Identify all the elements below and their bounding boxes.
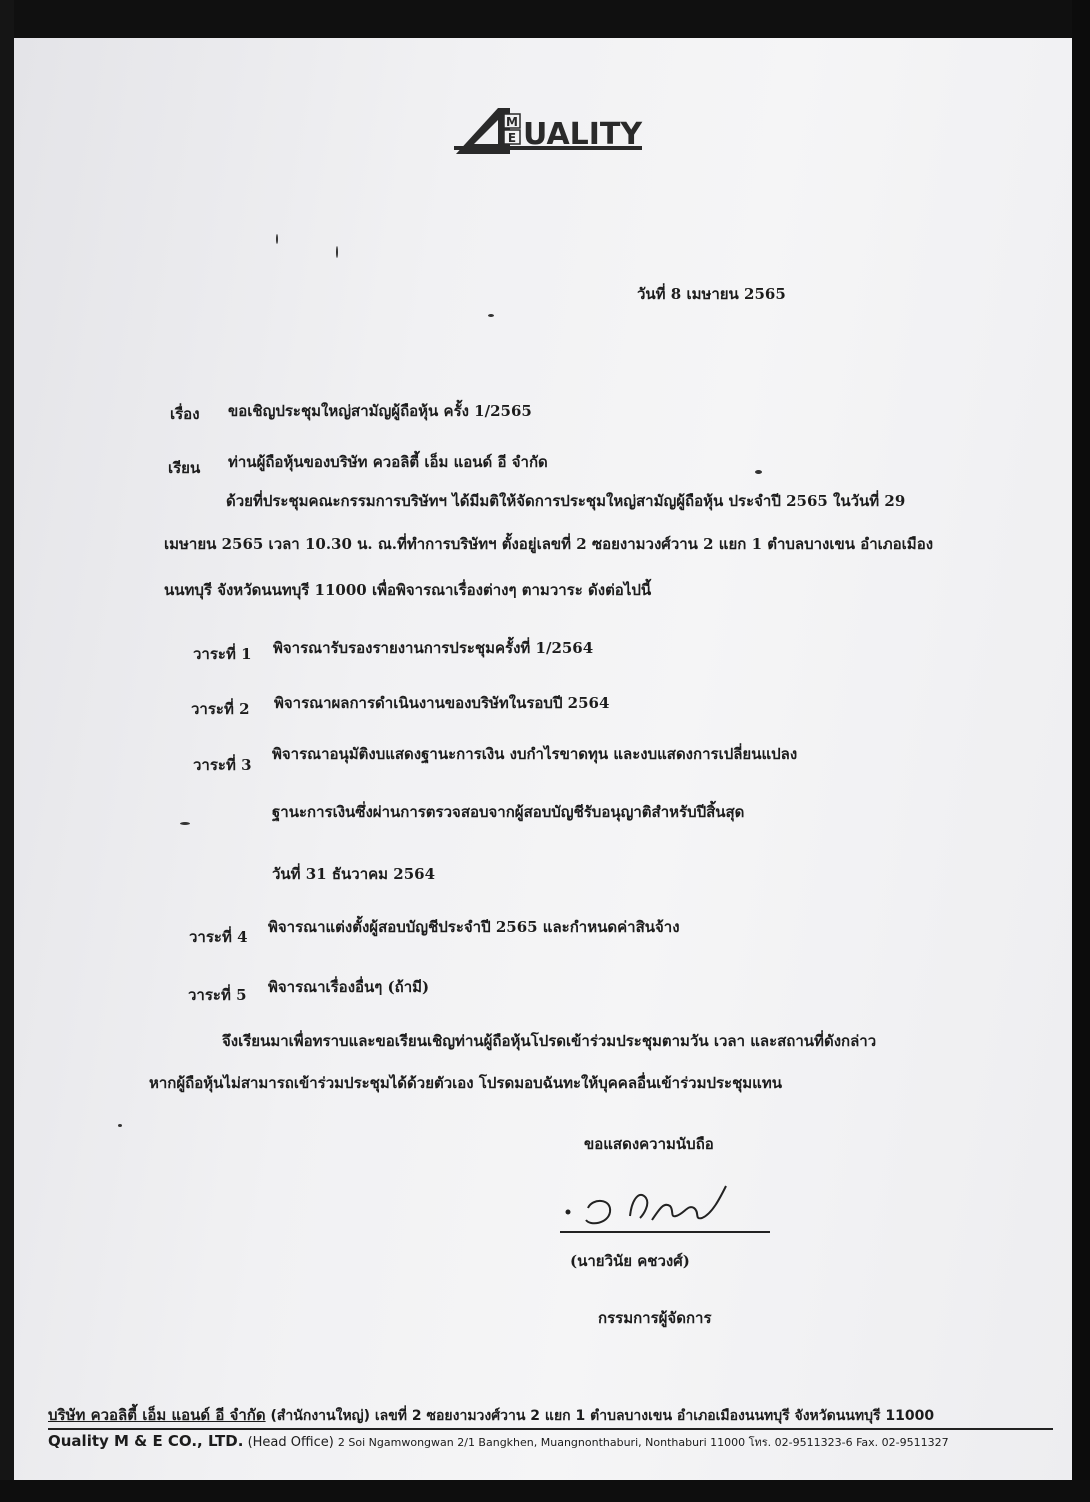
- intro-line: เมษายน 2565 เวลา 10.30 น. ณ.ที่ทำการบริษัทฯ ตั้งอยู่เลขที่ 2 ซอยงามวงศ์วาน 2 แยก 1 ตำบลบางเขน อำเภอเมือง: [164, 535, 934, 553]
- agenda-text: พิจารณารับรองรายงานการประชุมครั้งที่ 1/2564: [273, 639, 594, 657]
- footer-english-address-text: 2 Soi Ngamwongwan 2/1 Bangkhen, Muangnonthaburi, Nonthaburi 11000 โทร. 02-9511323-6 Fax. 02-9511327: [337, 1436, 949, 1449]
- photo-background-right: [1072, 0, 1090, 1502]
- scan-speck: [118, 1124, 122, 1127]
- logo-text: UALITY: [523, 117, 643, 152]
- agenda-text: พิจารณาผลการดำเนินงานของบริษัทในรอบปี 2564: [274, 694, 610, 712]
- footer-english-address: [48, 1432, 949, 1451]
- intro-line: ด้วยที่ประชุมคณะกรรมการบริษัทฯ ได้มีมติให้จัดการประชุมใหญ่สามัญผู้ถือหุ้น ประจำปี 2565 ในวันที่ 29: [226, 492, 906, 510]
- logo-mark-e: E: [507, 131, 517, 145]
- footer-english-company: Quality M & E CO., LTD.: [48, 1432, 244, 1450]
- regards-text: ขอแสดงความนับถือ: [584, 1135, 714, 1153]
- agenda-text: วันที่ 31 ธันวาคม 2564: [272, 865, 436, 883]
- scan-speck: [336, 246, 338, 258]
- scan-speck: [180, 822, 190, 825]
- agenda-label: วาระที่ 4: [189, 928, 248, 946]
- scan-speck: [755, 470, 762, 474]
- subject-text: ขอเชิญประชุมใหญ่สามัญผู้ถือหุ้น ครั้ง 1/2565: [228, 402, 532, 420]
- closing-line: จึงเรียนมาเพื่อทราบและขอเรียนเชิญท่านผู้ถือหุ้นโปรดเข้าร่วมประชุมตามวัน เวลา และสถานที่ดังกล่าว: [222, 1032, 877, 1050]
- signer-title: กรรมการผู้จัดการ: [598, 1309, 712, 1327]
- agenda-label: วาระที่ 5: [188, 986, 247, 1004]
- agenda-label: วาระที่ 2: [191, 700, 250, 718]
- photo-background-left: [0, 0, 14, 1502]
- subject-label: เรื่อง: [170, 405, 200, 423]
- agenda-text: พิจารณาอนุมัติงบแสดงฐานะการเงิน งบกำไรขาดทุน และงบแสดงการเปลี่ยนแปลง: [272, 745, 798, 763]
- footer-head-office: (Head Office): [243, 1435, 338, 1450]
- logo-mark-m: M: [506, 115, 518, 129]
- agenda-text: พิจารณาแต่งตั้งผู้สอบบัญชีประจำปี 2565 และกำหนดค่าสินจ้าง: [268, 918, 680, 936]
- intro-line: นนทบุรี จังหวัดนนทบุรี 11000 เพื่อพิจารณาเรื่องต่างๆ ตามวาระ ดังต่อไปนี้: [164, 581, 652, 599]
- recipient-text: ท่านผู้ถือหุ้นของบริษัท ควอลิตี้ เอ็ม แอนด์ อี จำกัด: [228, 453, 548, 471]
- footer-thai-address-text: (สำนักงานใหญ่) เลขที่ 2 ซอยงามวงศ์วาน 2 แยก 1 ตำบลบางเขน อำเภอเมืองนนทบุรี จังหวัดนนทบุรี 11000: [265, 1408, 935, 1424]
- letter-date: วันที่ 8 เมษายน 2565: [637, 285, 786, 303]
- company-logo: [452, 100, 648, 162]
- footer-thai-address: [48, 1403, 934, 1427]
- signature-line: [560, 1231, 770, 1233]
- agenda-label: วาระที่ 3: [193, 756, 252, 774]
- scan-speck: [276, 234, 278, 244]
- handwritten-signature: [560, 1168, 780, 1234]
- footer-divider: [48, 1428, 1053, 1430]
- scan-speck: [488, 314, 494, 317]
- agenda-label: วาระที่ 1: [193, 645, 252, 663]
- agenda-text: ฐานะการเงินซึ่งผ่านการตรวจสอบจากผู้สอบบัญชีรับอนุญาติสำหรับปีสิ้นสุด: [272, 803, 745, 821]
- signer-name: (นายวินัย คชวงศ์): [570, 1252, 690, 1270]
- closing-line: หากผู้ถือหุ้นไม่สามารถเข้าร่วมประชุมได้ด้วยตัวเอง โปรดมอบฉันทะให้บุคคลอื่นเข้าร่วมประชุมแทน: [149, 1074, 782, 1092]
- agenda-text: พิจารณาเรื่องอื่นๆ (ถ้ามี): [268, 978, 430, 996]
- recipient-label: เรียน: [168, 459, 201, 477]
- photo-background-top: [0, 0, 1090, 42]
- footer-thai-company: บริษัท ควอลิตี้ เอ็ม แอนด์ อี จำกัด: [48, 1406, 266, 1424]
- photo-background-bottom: [0, 1480, 1090, 1502]
